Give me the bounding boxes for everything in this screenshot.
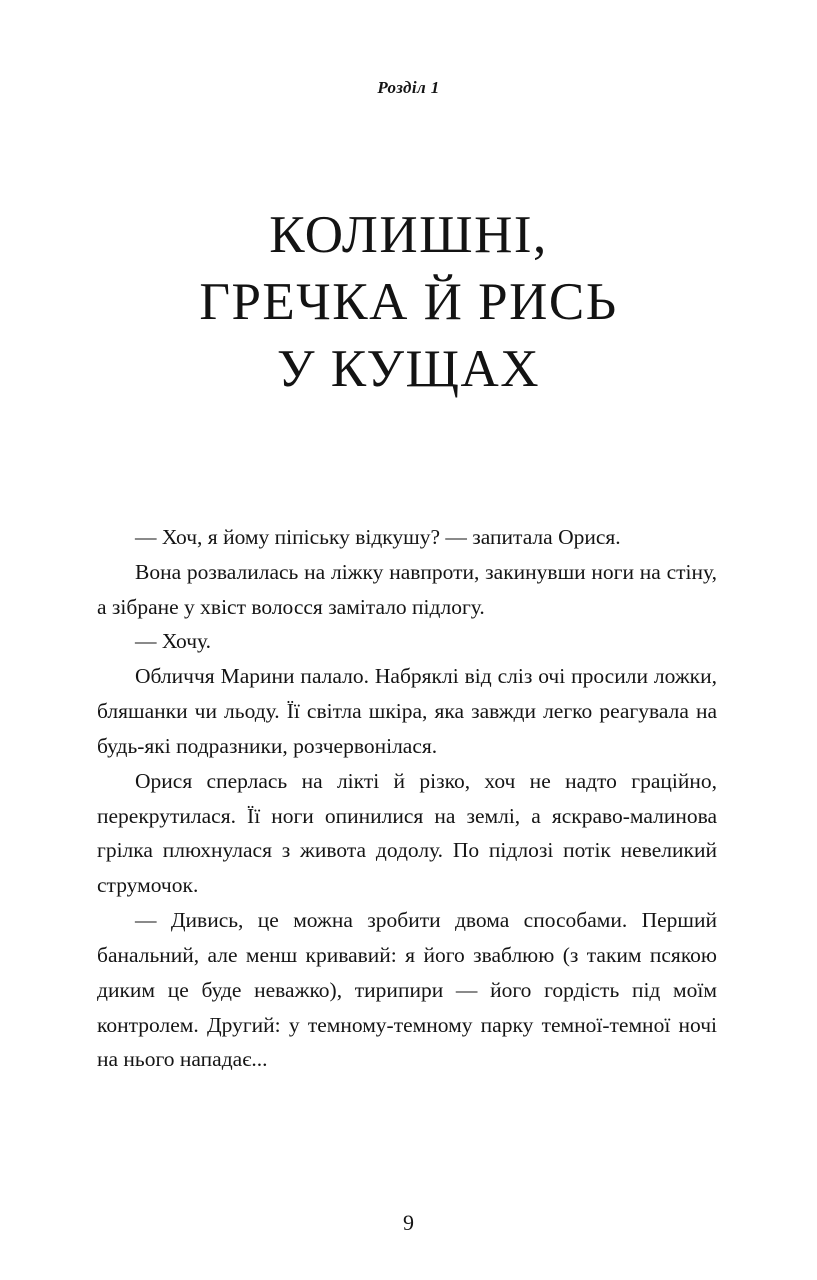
body-text — [97, 520, 717, 1077]
chapter-title-line-2: ГРЕЧКА Й РИСЬ — [199, 272, 618, 331]
paragraph: — Хочу. — [135, 629, 212, 654]
paragraph: Орися сперлась на лікті й різко, хоч не надто граційно, перекрутилася. Її ноги опинилися на землі, а яскраво-малинова грілка плюхнулася з живота додолу. По підлозі потік невеликий струмочок. — [97, 768, 717, 898]
paragraph: — Хоч, я йому піпіську відкушу? — запитала Орися. — [135, 525, 621, 549]
page-number: 9 — [403, 1210, 414, 1235]
running-head: Розділ 1 — [377, 78, 440, 97]
chapter-title — [0, 202, 817, 404]
chapter-title-line-3: У КУЩАХ — [276, 340, 541, 399]
paragraph: — Дивись, це можна зробити двома способами. Перший банальний, але менш кривавий: я його зваблюю (з таким псякою диким це буде неважко), тирипири — його гордість під моїм контролем. Другий: у темному-темному парку темної-темної ночі на нього нападає... — [97, 908, 717, 1072]
paragraph: Вона розвалилась на ліжку навпроти, закинувши ноги на стіну, а зібране у хвіст волосся замітало підлогу. — [97, 559, 717, 619]
chapter-title-line-1: КОЛИШНІ, — [269, 205, 548, 264]
paragraph: Обличчя Марини палало. Набряклі від сліз очі просили ложки, бляшанки чи льоду. Її світла шкіра, яка завжди легко реагувала на будь-які подразники, розчервонілася. — [97, 664, 717, 758]
